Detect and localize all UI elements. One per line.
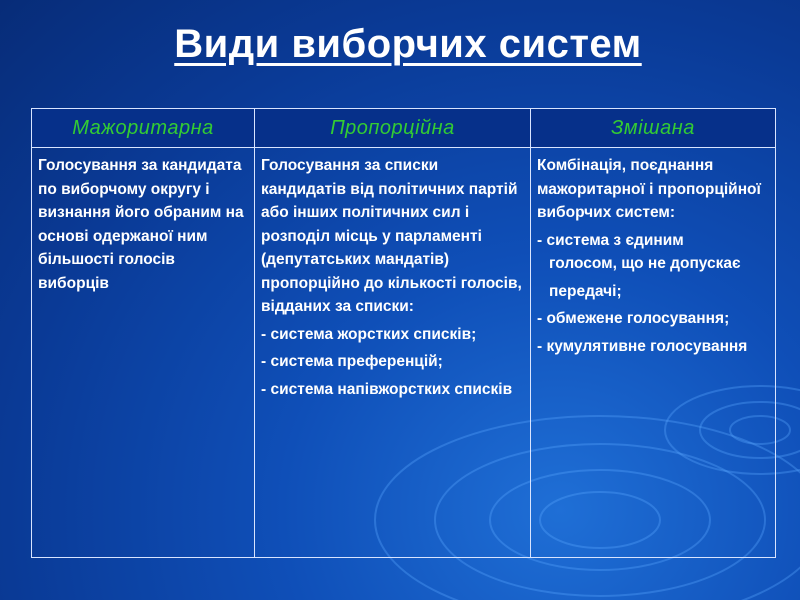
- header-majoritarian: Мажоритарна: [32, 109, 255, 148]
- header-mixed: Змішана: [531, 109, 776, 148]
- mixed-description: Комбінація, поєднання мажоритарної і пропорційної виборчих систем:: [537, 157, 761, 221]
- header-proportional: Пропорційна: [255, 109, 531, 148]
- list-item: передачі;: [549, 282, 622, 300]
- cell-mixed: [531, 148, 776, 558]
- table-header-row: [32, 109, 776, 148]
- electoral-systems-table: [31, 108, 776, 558]
- cell-majoritarian: [32, 148, 255, 558]
- majoritarian-description: Голосування за кандидата по виборчому округу і визнання його обраним на основі одержаної ним більшості голосів виборців: [38, 157, 244, 292]
- list-item: - система преференцій;: [261, 353, 443, 370]
- list-item: голосом, що не допускає: [549, 255, 741, 272]
- list-item: - обмежене голосування;: [537, 310, 730, 327]
- list-item: - система напівжорстких списків: [261, 380, 513, 398]
- proportional-description: Голосування за списки кандидатів від політичних партій або інших політичних сил і розподіл місць у парламенті (депутатських мандатів) пропорційно до кількості голосів, відданих за списки:: [261, 157, 522, 315]
- list-item: - система з єдиним: [537, 231, 684, 249]
- table-body-row: [32, 148, 776, 558]
- cell-proportional: [255, 148, 531, 558]
- page-title: Види виборчих систем: [174, 22, 642, 66]
- list-item: - система жорстких списків;: [261, 325, 477, 343]
- list-item: - кумулятивне голосування: [537, 337, 748, 355]
